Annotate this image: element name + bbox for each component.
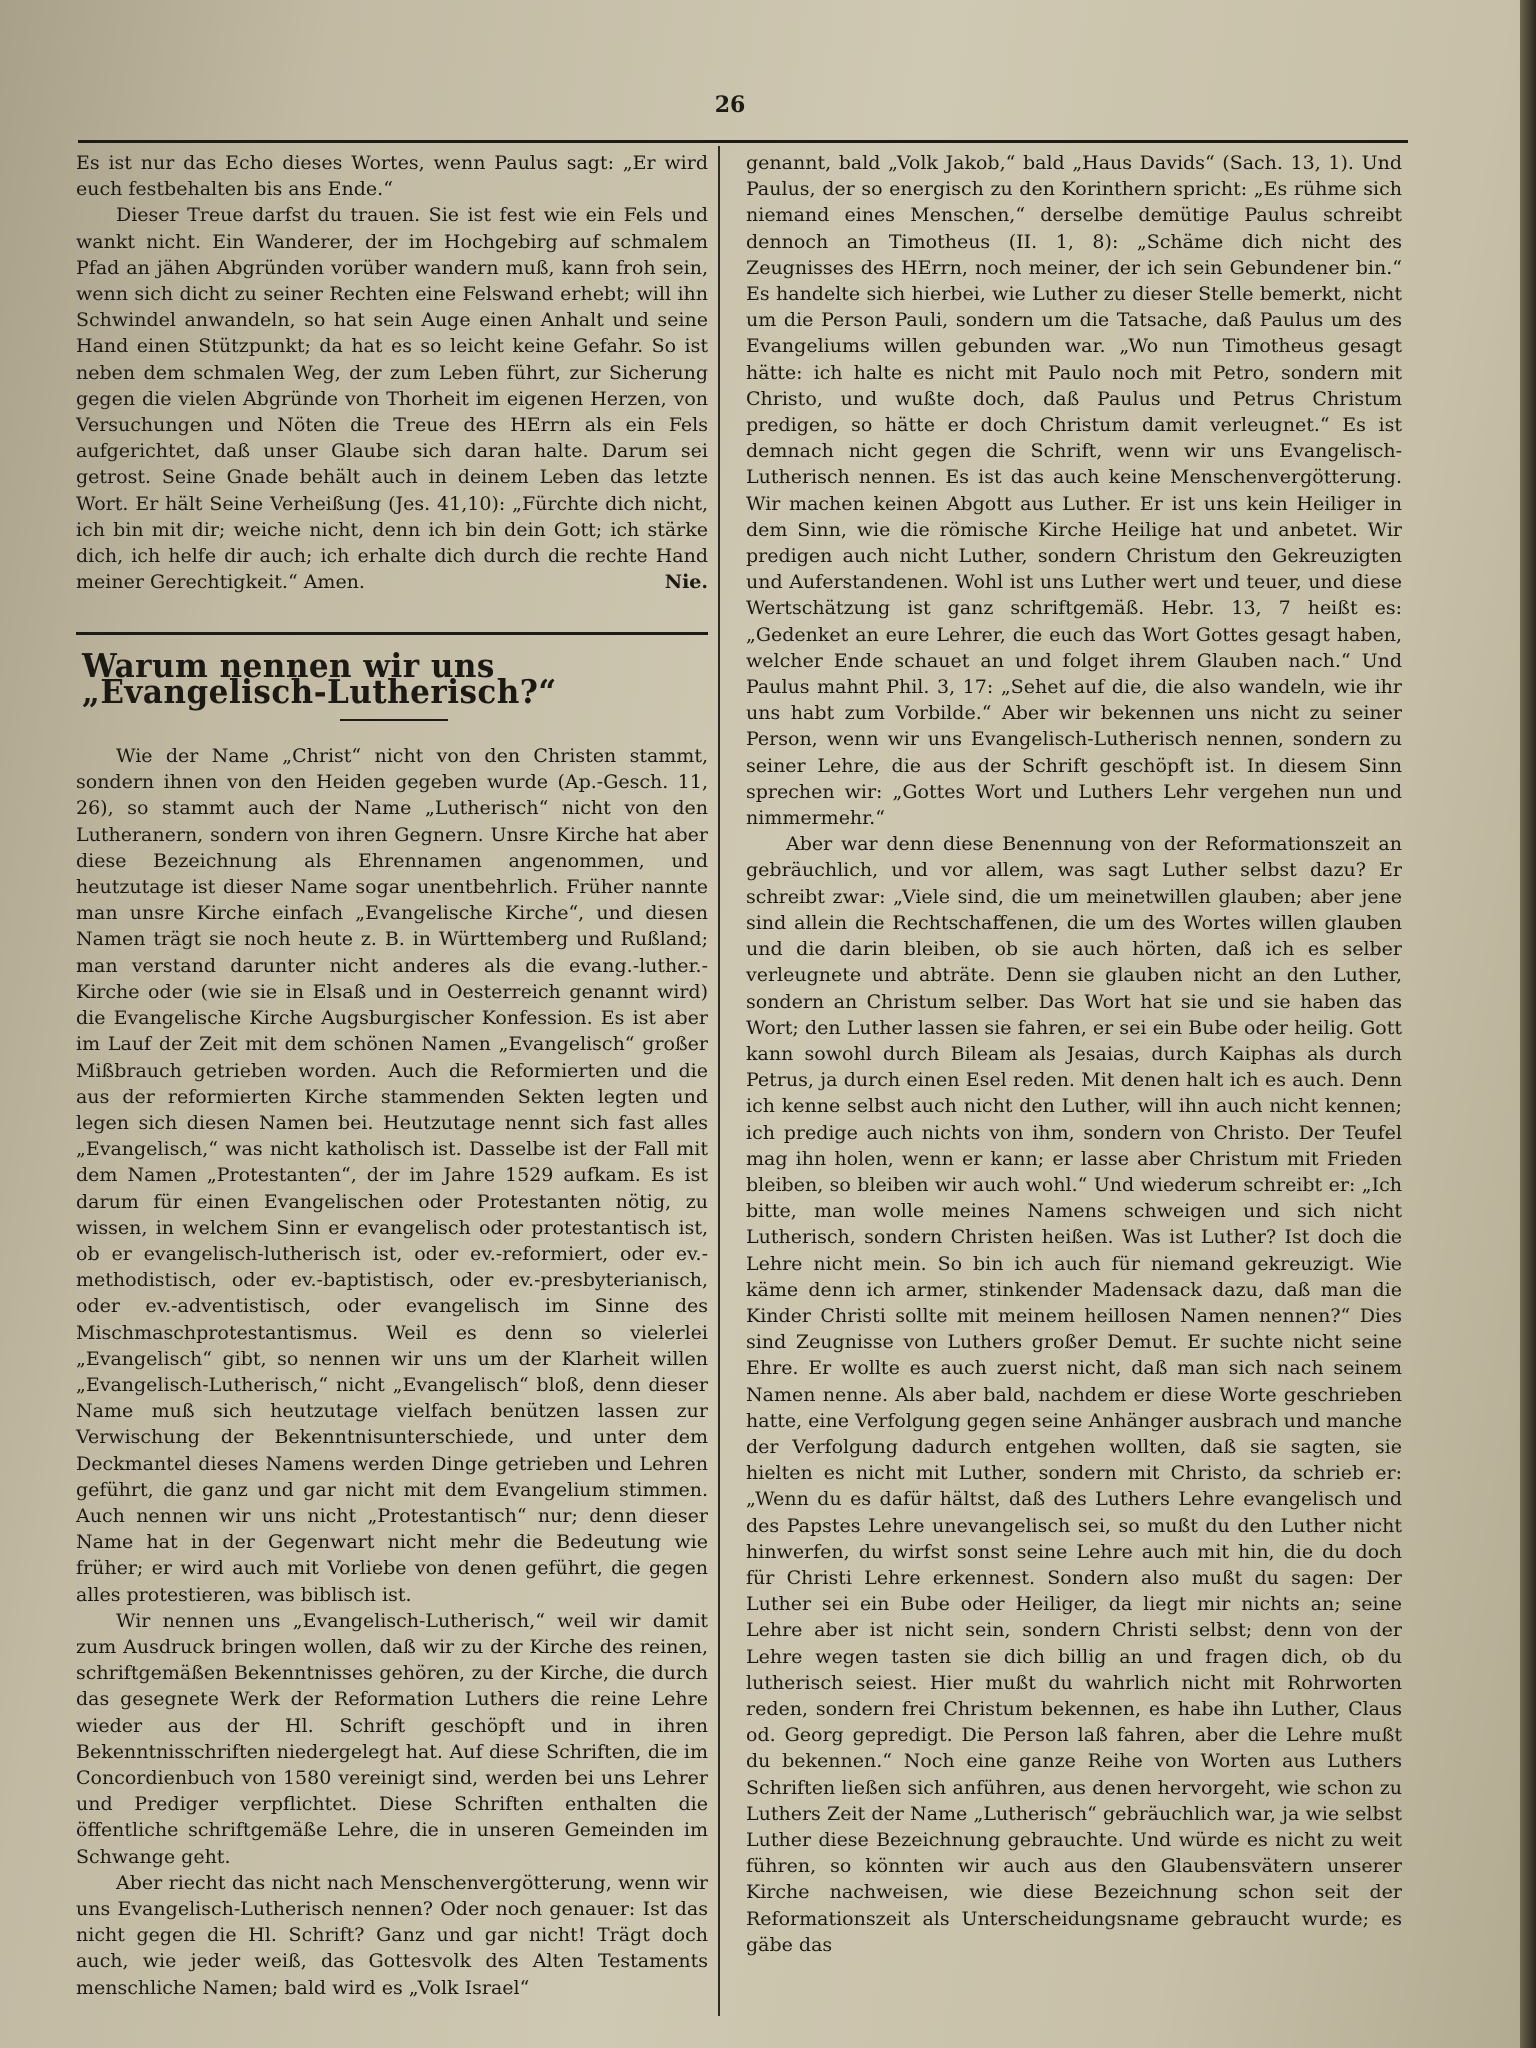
intro-paragraph: Dieser Treue darfst du trauen. Sie ist fest wie ein Fels und wankt nicht. Ein Wanderer, der im Hochgebirg auf schmalem Pfad an jähen Abgründen vorüber wandern muß, kann froh sein, wenn sich dicht zu seiner Rechten eine Felswand erhebt; will ihn Schwindel anwandeln, so hat sein Auge einen Anhalt und seine Hand einen Stützpunkt; da hat es so leicht keine Gefahr. So ist neben dem schmalen Weg, der zum Leben führt, zur Sicherung gegen die vielen Abgründe von Thorheit im eigenen Herzen, von Versuchungen und Nöten die Treue des HErrn als ein Fels aufgerichtet, daß unser Glaube sich daran halte. Darum sei getrost. Seine Gnade behält auch in deinem Leben das letzte Wort. Er hält Seine Verheißung (Jes. 41,10): „Fürchte dich nicht, ich bin mit dir; weiche nicht, denn ich bin dein Gott; ich stärke dich, ich helfe dir auch; ich erhalte dich durch die rechte Hand meiner Gerechtigkeit.“ Amen. — [76, 204, 708, 594]
article-paragraph: Aber war denn diese Benennung von der Reformationszeit an gebräuchlich, und vor allem, was sagt Luther selbst dazu? Er schreibt zwar: „Viele sind, die um meinetwillen glauben; aber jene sind allein die Rechtschaffenen, die um des Wortes willen glauben und die darin bleiben, ob sie auch hörten, daß ich es selber verleugnete und abträte. Denn sie glauben nicht an den Luther, sondern an Christum selber. Das Wort hat sie und sie haben das Wort; den Luther lassen sie fahren, er sei ein Bube oder heilig. Gott kann sowohl durch Bileam als Jesaias, durch Kaiphas als durch Petrus, ja durch einen Esel reden. Mit denen halt ich es auch. Denn ich kenne selbst auch nicht den Luther, will ihn auch nicht kennen; ich predige auch nichts von ihm, sondern von Christo. Der Teufel mag ihn holen, wenn er kann; er lasse aber Christum mit Frieden bleiben, so bleiben wir auch wohl.“ Und wiederum schreibt er: „Ich bitte, man wolle meines Namens schweigen und sich nicht Lutherisch, sondern Christen heißen. Was ist Luther? Ist doch die Lehre nicht mein. So bin ich auch für niemand gekreuzigt. Wie käme denn ich armer, stinkender Madensack dazu, daß man die Kinder Christi sollte mit meinem heillosen Namen nennen?“ Dies sind Zeugnisse von Luthers großer Demut. Er suchte nicht seine Ehre. Er wollte es auch zuerst nicht, daß man sich nach seinem Namen nenne. Als aber bald, nachdem er diese Worte geschrieben hatte, eine Verfolgung gegen seine Anhänger ausbrach und manche der Verfolgung dadurch entgehen wollten, daß sie sagten, sie hielten es nicht mit Luther, sondern mit Christo, da schrieb er: „Wenn du es dafür hältst, daß des Luthers Lehre evangelisch und des Papstes Lehre unevangelisch sei, so mußt du den Luther nicht hinwerfen, du wirfst sonst seine Lehre auch mit hin, die du doch für Christi Lehre erkennest. Sondern also mußt du sagen: Der Luther sei ein Bube oder Heiliger, da liegt mir nichts an; seine Lehre aber ist nicht sein, sondern Christi selbst; denn von der Lehre wegen tasten sie dich billig an und fragen dich, ob du lutherisch seiest. Hier mußt du wahrlich nicht mit Rohrworten reden, sondern frei Christum bekennen, es habe ihn Luther, Claus od. Georg gepredigt. Die Person laß fahren, aber die Lehre mußt du bekennen.“ Noch eine ganze Reihe von Worten aus Luthers Schriften ließen sich anführen, aus denen hervorgeht, wie schon zu Luthers Zeit der Name „Lutherisch“ gebräuchlich war, ja wie selbst Luther diese Bezeichnung gebrauchte. Und würde es nicht zu weit führen, so könnten wir auch aus den Glaubensvätern unserer Kirche nachweisen, wie diese Bezeichnung schon seit der Reformationszeit als Unterscheidungsname gebraucht wurde; es gäbe das — [746, 833, 1402, 1956]
column-divider — [718, 146, 720, 2016]
page-edge-shadow — [1520, 0, 1536, 2048]
headline-underline — [340, 719, 448, 721]
intro-paragraph: Es ist nur das Echo dieses Wortes, wenn Paulus sagt: „Er wird euch festbehalten bis ans Ende.“ — [76, 152, 708, 201]
right-column — [746, 150, 1402, 1958]
page-number: 26 — [714, 92, 746, 118]
article-paragraph: Aber riecht das nicht nach Menschenvergötterung, wenn wir uns Evangelisch-Lutherisch nennen? Oder noch genauer: Ist das nicht gegen die Hl. Schrift? Ganz und gar nicht! Trägt doch auch, wie jeder weiß, das Gottesvolk des Alten Testaments menschliche Namen; bald wird es „Volk Israel“ — [76, 1871, 708, 1999]
author-signature: Nie. — [664, 571, 708, 594]
article-separator-rule — [76, 632, 708, 635]
article-paragraph: genannt, bald „Volk Jakob,“ bald „Haus Davids“ (Sach. 13, 1). Und Paulus, der so energisch zu den Korinthern spricht: „Es rühme sich niemand eines Menschen,“ derselbe demütige Paulus schreibt dennoch an Timotheus (II. 1, 8): „Schäme dich nicht des Zeugnisses des HErrn, noch meiner, der ich sein Gebundener bin.“ Es handelte sich hierbei, wie Luther zu dieser Stelle bemerkt, nicht um die Person Pauli, sondern um die Tatsache, daß Paulus um des Evangeliums willen gebunden war. „Wo nun Timotheus gesagt hätte: ich halte es nicht mit Paulo noch mit Petro, sondern mit Christo, und wußte doch, daß Paulus und Petrus Christum predigen, so hätte er doch Christum damit verleugnet.“ Es ist demnach nicht gegen die Schrift, wenn wir uns Evangelisch-Lutherisch nennen. Es ist das auch keine Menschenvergötterung. Wir machen keinen Abgott aus Luther. Er ist uns kein Heiliger in dem Sinn, wie die römische Kirche Heilige hat und anbetet. Wir predigen auch nicht Luther, sondern Christum den Gekreuzigten und Auferstandenen. Wohl ist uns Luther wert und teuer, und diese Wertschätzung ist ganz schriftgemäß. Hebr. 13, 7 heißt es: „Gedenket an eure Lehrer, die euch das Wort Gottes gesagt haben, welcher Ende schauet an und folget ihrem Glauben nach.“ Und Paulus mahnt Phil. 3, 17: „Sehet auf die, die also wandeln, wie ihr uns habt zum Vorbilde.“ Aber wir bekennen uns nicht zu seiner Person, wenn wir uns Evangelisch-Lutherisch nennen, sondern zu seiner Lehre, die aus der Schrift geschöpft ist. In diesem Sinn sprechen wir: „Gottes Wort und Luthers Lehr vergehen nun und nimmermehr.“ — [746, 152, 1402, 830]
left-column — [76, 150, 708, 2001]
article-paragraph: Wir nennen uns „Evangelisch-Lutherisch,“ weil wir damit zum Ausdruck bringen wollen, daß wir zu der Kirche des reinen, schriftgemäßen Bekenntnisses gehören, zu der Kirche, die durch das gesegnete Werk der Reformation Luthers die reine Lehre wieder aus der Hl. Schrift geschöpft und in ihren Bekenntnisschriften niedergelegt hat. Auf diese Schriften, die im Concordienbuch von 1580 vereinigt sind, werden bei uns Lehrer und Prediger verpflichtet. Diese Schriften enthalten die öffentliche schriftgemäße Lehre, die in unseren Gemeinden im Schwange geht. — [76, 1609, 708, 1868]
header-rule — [78, 140, 1408, 143]
article-headline: Warum nennen wir uns „Evangelisch-Lutherisch?“ — [82, 645, 557, 711]
article-paragraph: Wie der Name „Christ“ nicht von den Christen stammt, sondern ihnen von den Heiden gegeben wurde (Ap.-Gesch. 11, 26), so stammt auch der Name „Lutherisch“ nicht von den Lutheranern, sondern von ihren Gegnern. Unsre Kirche hat aber diese Bezeichnung als Ehrennamen angenommen, und heutzutage ist dieser Name sogar unentbehrlich. Früher nannte man unsre Kirche einfach „Evangelische Kirche“, und diesen Namen trägt sie noch heute z. B. in Württemberg und Rußland; man verstand darunter nicht anderes als die evang.-luther.-Kirche oder (wie sie in Elsaß und in Oesterreich genannt wird) die Evangelische Kirche Augsburgischer Konfession. Es ist aber im Lauf der Zeit mit dem schönen Namen „Evangelisch“ großer Mißbrauch getrieben worden. Auch die Reformierten und die aus der reformierten Kirche stammenden Sekten legten und legen sich diesen Namen bei. Heutzutage nennt sich fast alles „Evangelisch,“ was nicht katholisch ist. Dasselbe ist der Fall mit dem Namen „Protestanten“, der im Jahre 1529 aufkam. Es ist darum für einen Evangelischen oder Protestanten nötig, zu wissen, in welchem Sinn er evangelisch oder protestantisch ist, ob er evangelisch-lutherisch ist, oder ev.-reformiert, oder ev.-methodistisch, oder ev.-baptistisch, oder ev.-presbyterianisch, oder ev.-adventistisch, oder evangelisch im Sinne des Mischmaschprotestantismus. Weil es denn so vielerlei „Evangelisch“ gibt, so nennen wir uns um der Klarheit willen „Evangelisch-Lutherisch,“ nicht „Evangelisch“ bloß, denn dieser Name muß sich heutzutage vielfach benützen lassen zur Verwischung der Bekenntnisunterschiede, und unter dem Deckmantel dieses Namens werden Dinge getrieben und Lehren geführt, die ganz und gar nicht mit dem Evangelium stimmen. Auch nennen wir uns nicht „Protestantisch“ nur; denn dieser Name hat in der Gegenwart nicht mehr die Bedeutung wie früher; er wird auch mit Vorliebe von denen geführt, die gegen alles protestieren, was biblisch ist. — [76, 745, 708, 1606]
